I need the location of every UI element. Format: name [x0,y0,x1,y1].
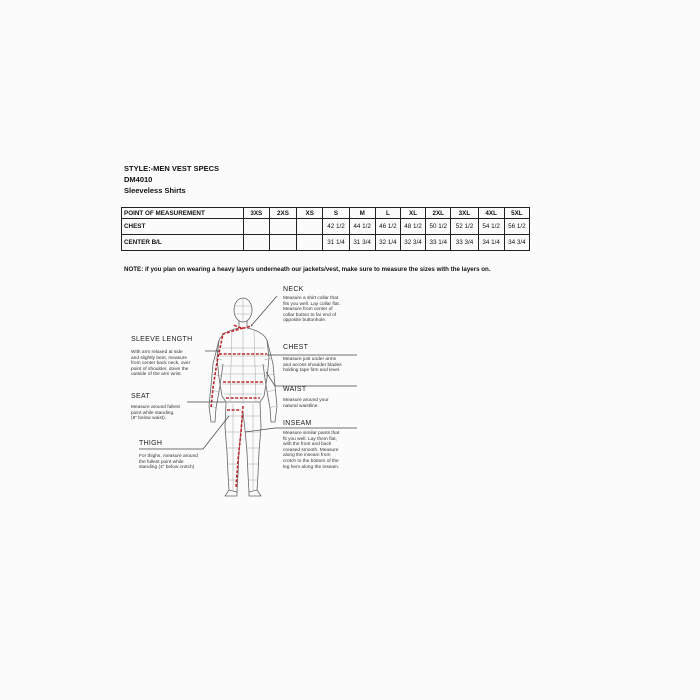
sleeve-length-text [131,350,190,378]
table-cell: 31 1/4 [323,235,349,251]
table-cell: 54 1/2 [478,219,504,235]
inseam-text-line: leg hem along the inseam. [283,464,340,470]
table-cell: 50 1/2 [426,219,451,235]
seat-title: SEAT [131,393,150,400]
thigh-text-line: For thighs, measure around [139,454,198,459]
seat-text [131,405,180,422]
sleeve-text-line: and slightly bent, measure [131,355,187,361]
table-cell: 42 1/2 [323,219,349,235]
table-cell: 33 1/4 [426,235,451,251]
style-code: DM4010 [124,175,153,184]
waist-text-line: Measure around your [283,398,329,403]
inseam-text-line: Measure similar pants that [283,431,340,436]
thigh-text-line: the fullest point while [139,459,184,465]
table-cell [243,219,269,235]
neck-text-line: opposite buttonhole. [283,318,327,324]
waist-text-line: natural waistline. [283,403,319,409]
thigh-text [139,454,198,471]
measurement-guide [125,282,465,507]
column-header: L [375,208,400,219]
style-subtitle: Sleeveless Shirts [124,186,186,195]
neck-text-line: Measure a shirt collar that [283,296,339,301]
sleeve-length-title: SLEEVE LENGTH [131,336,193,343]
waist-text [283,398,329,409]
table-cell: 31 3/4 [349,235,375,251]
table-cell [243,235,269,251]
inseam-text [283,431,339,470]
row-label: CHEST [122,219,244,235]
chest-text-line: holding tape firm and level. [283,368,341,374]
layering-note: NOTE: if you plan on wearing a heavy layers underneath our jackets/vest, make sure to measure the sizes with the layers on. [124,266,491,273]
column-header: XS [297,208,323,219]
column-header: POINT OF MEASUREMENT [122,208,244,219]
sleeve-text-line: from center back neck, over [131,361,191,367]
table-cell: 56 1/2 [504,219,529,235]
inseam-title: INSEAM [283,420,312,427]
neck-text-line: Measure from center of [283,307,333,313]
row-label: CENTER B/L [122,235,244,251]
seat-text-line: Measure around fullest [131,405,180,410]
table-cell [269,219,296,235]
column-header: 2XL [426,208,451,219]
chest-text [283,357,342,374]
column-header: 3XL [451,208,478,219]
inseam-text-line: fit you well. Lay them flat, [283,436,337,442]
table-cell [269,235,296,251]
thigh-text-line: standing (4" below crotch) [139,465,195,471]
thigh-title: THIGH [139,440,163,447]
chest-text-line: and across shoulder blades [283,362,342,368]
column-header: 2XS [269,208,296,219]
chest-text-line: Measure just under arms [283,357,337,362]
inseam-text-line: with the front and back [283,442,332,448]
sleeve-text-line: point of shoulder, down the [131,366,189,372]
table-cell [297,219,323,235]
size-spec-table [121,207,530,251]
column-header: XL [400,208,425,219]
sleeve-text-line: outside of the arm wrist. [131,372,182,378]
column-header: 4XL [478,208,504,219]
column-header: M [349,208,375,219]
table-header-row [122,208,530,219]
table-row [122,235,530,251]
seat-text-line: point while standing. [131,410,175,416]
neck-text-line: fits you well. Lay collar flat. [283,301,341,307]
table-cell: 34 3/4 [504,235,529,251]
neck-text [283,296,340,324]
table-cell: 34 1/4 [478,235,504,251]
neck-title: NECK [283,286,304,293]
table-row [122,219,530,235]
inseam-text-line: crotch to the bottom of the [283,458,339,464]
inseam-text-line: along the inseam from [283,453,331,459]
table-cell: 46 1/2 [375,219,400,235]
table-cell: 32 1/4 [375,235,400,251]
table-cell: 32 3/4 [400,235,425,251]
neck-text-line: collar button to far end of [283,312,337,318]
table-cell: 33 3/4 [451,235,478,251]
inseam-text-line: creased smooth. Measure [283,447,339,453]
style-heading: STYLE:-MEN VEST SPECS [124,164,220,173]
column-header: 3XS [243,208,269,219]
table-cell: 48 1/2 [400,219,425,235]
table-cell: 52 1/2 [451,219,478,235]
chest-title: CHEST [283,344,309,351]
table-cell: 44 1/2 [349,219,375,235]
column-header: 5XL [504,208,529,219]
sleeve-text-line: With arm relaxed at side [131,350,183,355]
column-header: S [323,208,349,219]
seat-text-line: (8" below waist). [131,416,167,422]
table-cell [297,235,323,251]
waist-title: WAIST [283,386,307,393]
